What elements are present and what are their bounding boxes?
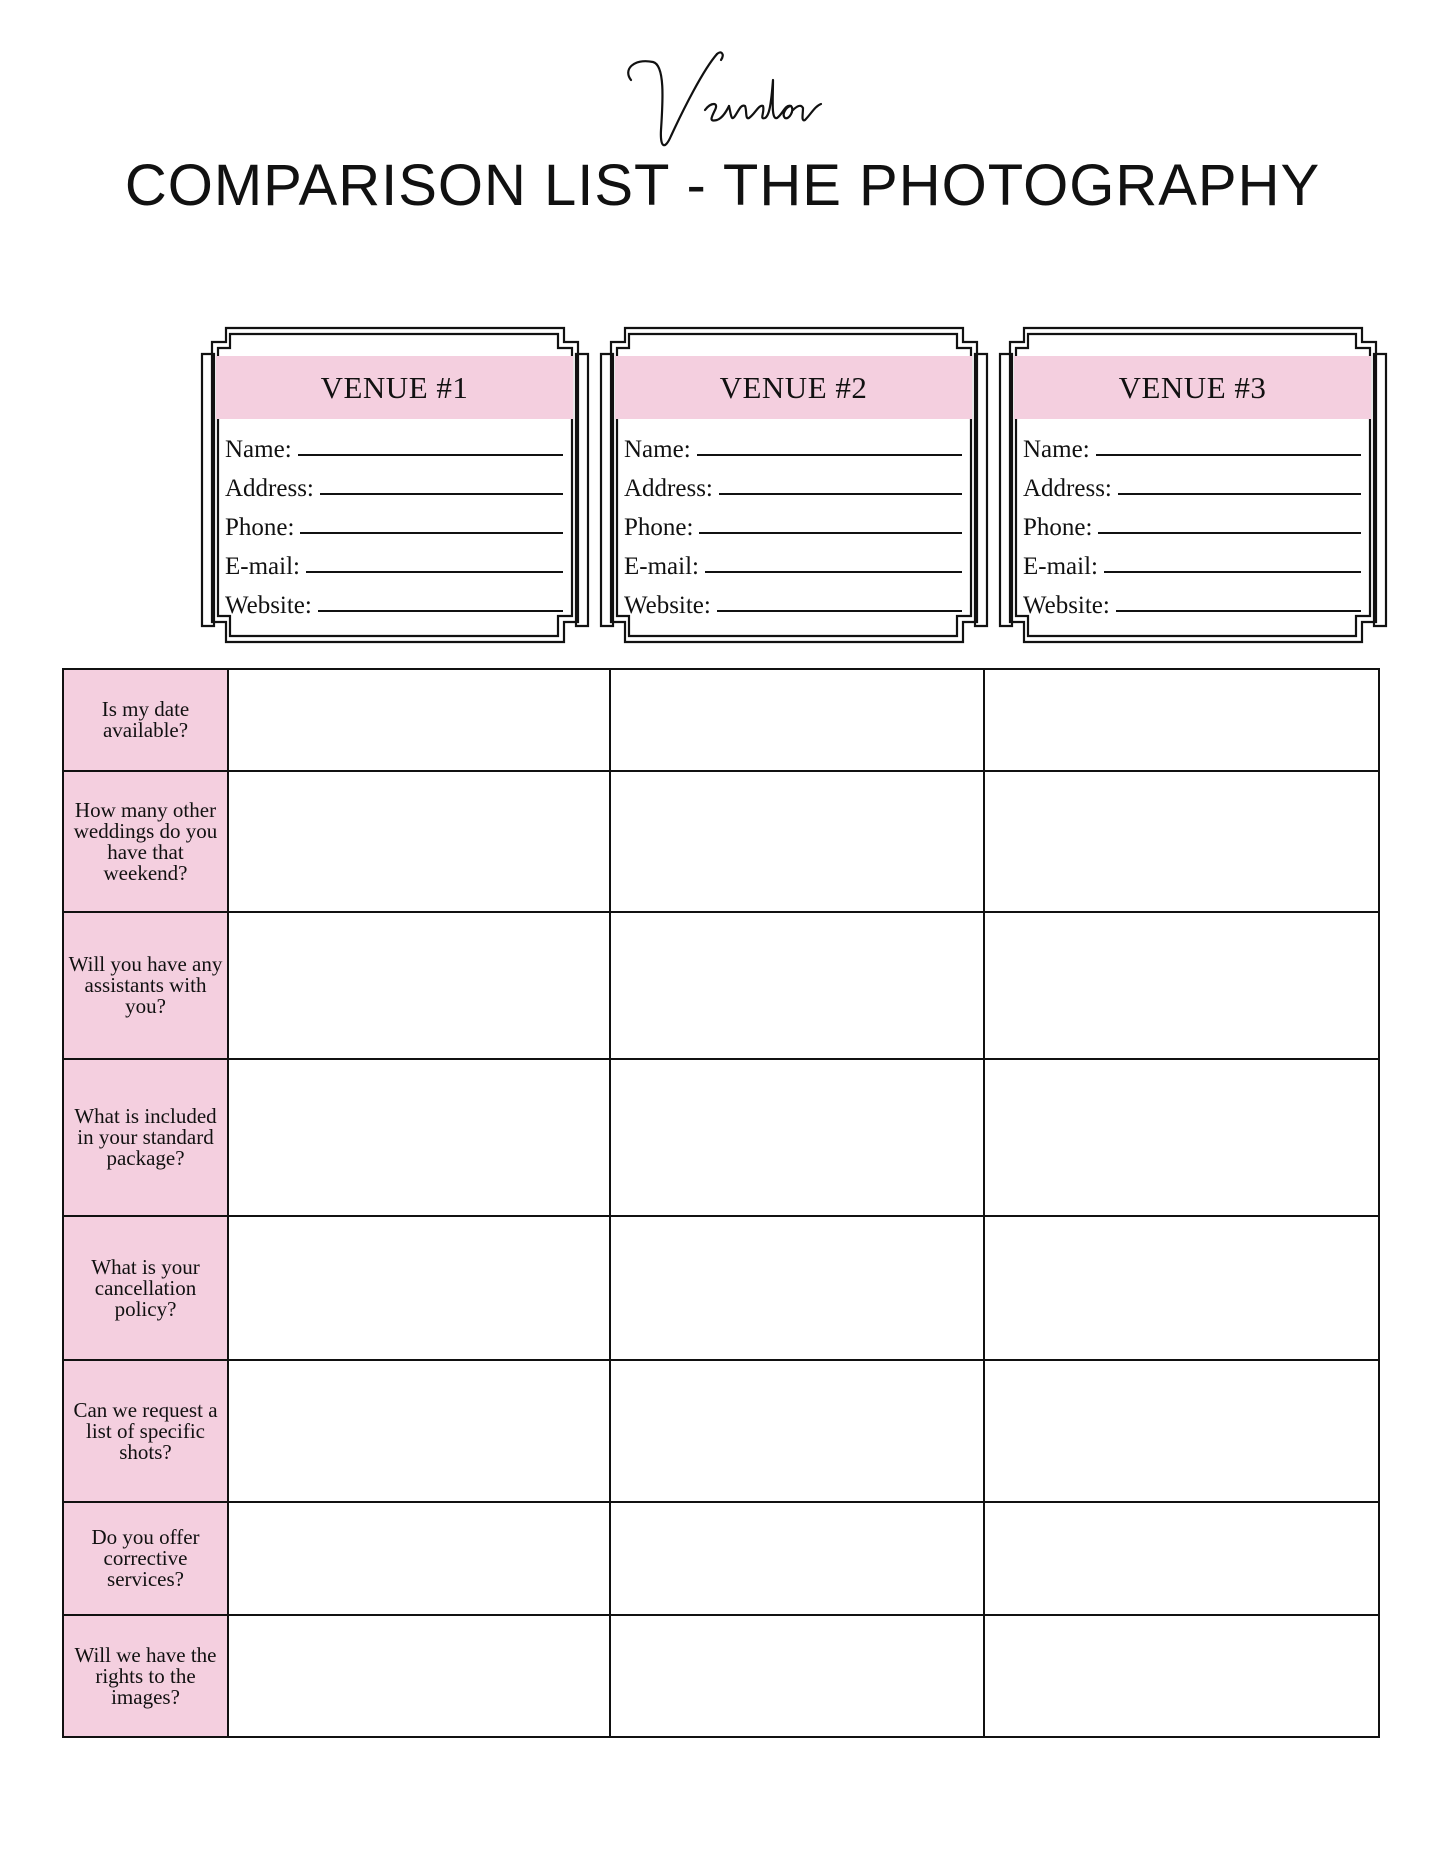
write-line[interactable] [318, 610, 563, 612]
field-label: Address: [225, 475, 314, 502]
question-cell: What is your cancellation policy? [63, 1216, 228, 1360]
field-label: Address: [624, 475, 713, 502]
answer-cell-venue-2[interactable] [610, 1360, 984, 1502]
table-row [63, 1615, 1379, 1737]
answer-cell-venue-2[interactable] [610, 912, 984, 1059]
question-cell: Will we have the rights to the images? [63, 1615, 228, 1737]
field-label: Website: [1023, 592, 1110, 619]
field-label: E-mail: [1023, 553, 1098, 580]
write-line[interactable] [300, 532, 563, 534]
venue-card-2 [599, 326, 989, 646]
table-row [63, 1502, 1379, 1615]
venue-title: VENUE #2 [615, 356, 972, 419]
script-title-vendor [0, 40, 1445, 160]
write-line[interactable] [1116, 610, 1361, 612]
table-row [63, 1360, 1379, 1502]
email-field[interactable] [624, 543, 962, 582]
website-field[interactable] [624, 582, 962, 621]
page-title: COMPARISON LIST - THE PHOTOGRAPHY [124, 153, 1321, 218]
table-row [63, 1059, 1379, 1216]
vendor-script-logo [613, 40, 833, 160]
field-label: E-mail: [225, 553, 300, 580]
write-line[interactable] [1104, 571, 1361, 573]
field-label: Website: [624, 592, 711, 619]
write-line[interactable] [1098, 532, 1361, 534]
website-field[interactable] [225, 582, 563, 621]
answer-cell-venue-2[interactable] [610, 1059, 984, 1216]
comparison-table [62, 668, 1380, 1738]
answer-cell-venue-1[interactable] [228, 771, 610, 912]
write-line[interactable] [699, 532, 962, 534]
question-cell: What is included in your standard package? [63, 1059, 228, 1216]
website-field[interactable] [1023, 582, 1361, 621]
answer-cell-venue-2[interactable] [610, 1615, 984, 1737]
answer-cell-venue-2[interactable] [610, 1502, 984, 1615]
field-label: Name: [624, 436, 691, 463]
write-line[interactable] [719, 493, 962, 495]
answer-cell-venue-1[interactable] [228, 1059, 610, 1216]
email-field[interactable] [225, 543, 563, 582]
answer-cell-venue-3[interactable] [984, 912, 1379, 1059]
answer-cell-venue-3[interactable] [984, 1615, 1379, 1737]
write-line[interactable] [298, 454, 563, 456]
answer-cell-venue-1[interactable] [228, 1216, 610, 1360]
email-field[interactable] [1023, 543, 1361, 582]
write-line[interactable] [705, 571, 962, 573]
answer-cell-venue-1[interactable] [228, 912, 610, 1059]
answer-cell-venue-3[interactable] [984, 1502, 1379, 1615]
field-label: Address: [1023, 475, 1112, 502]
name-field[interactable] [624, 426, 962, 465]
table-row [63, 771, 1379, 912]
write-line[interactable] [697, 454, 962, 456]
field-label: Name: [1023, 436, 1090, 463]
question-cell: How many other weddings do you have that weekend? [63, 771, 228, 912]
question-cell: Can we request a list of specific shots? [63, 1360, 228, 1502]
write-line[interactable] [1096, 454, 1361, 456]
answer-cell-venue-1[interactable] [228, 1360, 610, 1502]
field-label: Phone: [225, 514, 295, 541]
phone-field[interactable] [624, 504, 962, 543]
venue-title: VENUE #1 [216, 356, 573, 419]
answer-cell-venue-3[interactable] [984, 1360, 1379, 1502]
write-line[interactable] [320, 493, 563, 495]
answer-cell-venue-3[interactable] [984, 771, 1379, 912]
name-field[interactable] [1023, 426, 1361, 465]
answer-cell-venue-3[interactable] [984, 669, 1379, 771]
name-field[interactable] [225, 426, 563, 465]
field-label: E-mail: [624, 553, 699, 580]
question-cell: Do you offer corrective services? [63, 1502, 228, 1615]
field-label: Name: [225, 436, 292, 463]
address-field[interactable] [624, 465, 962, 504]
field-label: Website: [225, 592, 312, 619]
address-field[interactable] [1023, 465, 1361, 504]
answer-cell-venue-1[interactable] [228, 669, 610, 771]
phone-field[interactable] [225, 504, 563, 543]
answer-cell-venue-2[interactable] [610, 669, 984, 771]
field-label: Phone: [624, 514, 694, 541]
answer-cell-venue-1[interactable] [228, 1502, 610, 1615]
answer-cell-venue-1[interactable] [228, 1615, 610, 1737]
table-row [63, 1216, 1379, 1360]
address-field[interactable] [225, 465, 563, 504]
question-cell: Will you have any assistants with you? [63, 912, 228, 1059]
question-cell: Is my date available? [63, 669, 228, 771]
venue-title: VENUE #3 [1014, 356, 1371, 419]
answer-cell-venue-3[interactable] [984, 1059, 1379, 1216]
venue-card-1 [200, 326, 590, 646]
answer-cell-venue-2[interactable] [610, 771, 984, 912]
table-row [63, 912, 1379, 1059]
table-row [63, 669, 1379, 771]
write-line[interactable] [717, 610, 962, 612]
write-line[interactable] [1118, 493, 1361, 495]
answer-cell-venue-2[interactable] [610, 1216, 984, 1360]
answer-cell-venue-3[interactable] [984, 1216, 1379, 1360]
write-line[interactable] [306, 571, 563, 573]
venue-card-3 [998, 326, 1388, 646]
phone-field[interactable] [1023, 504, 1361, 543]
field-label: Phone: [1023, 514, 1093, 541]
